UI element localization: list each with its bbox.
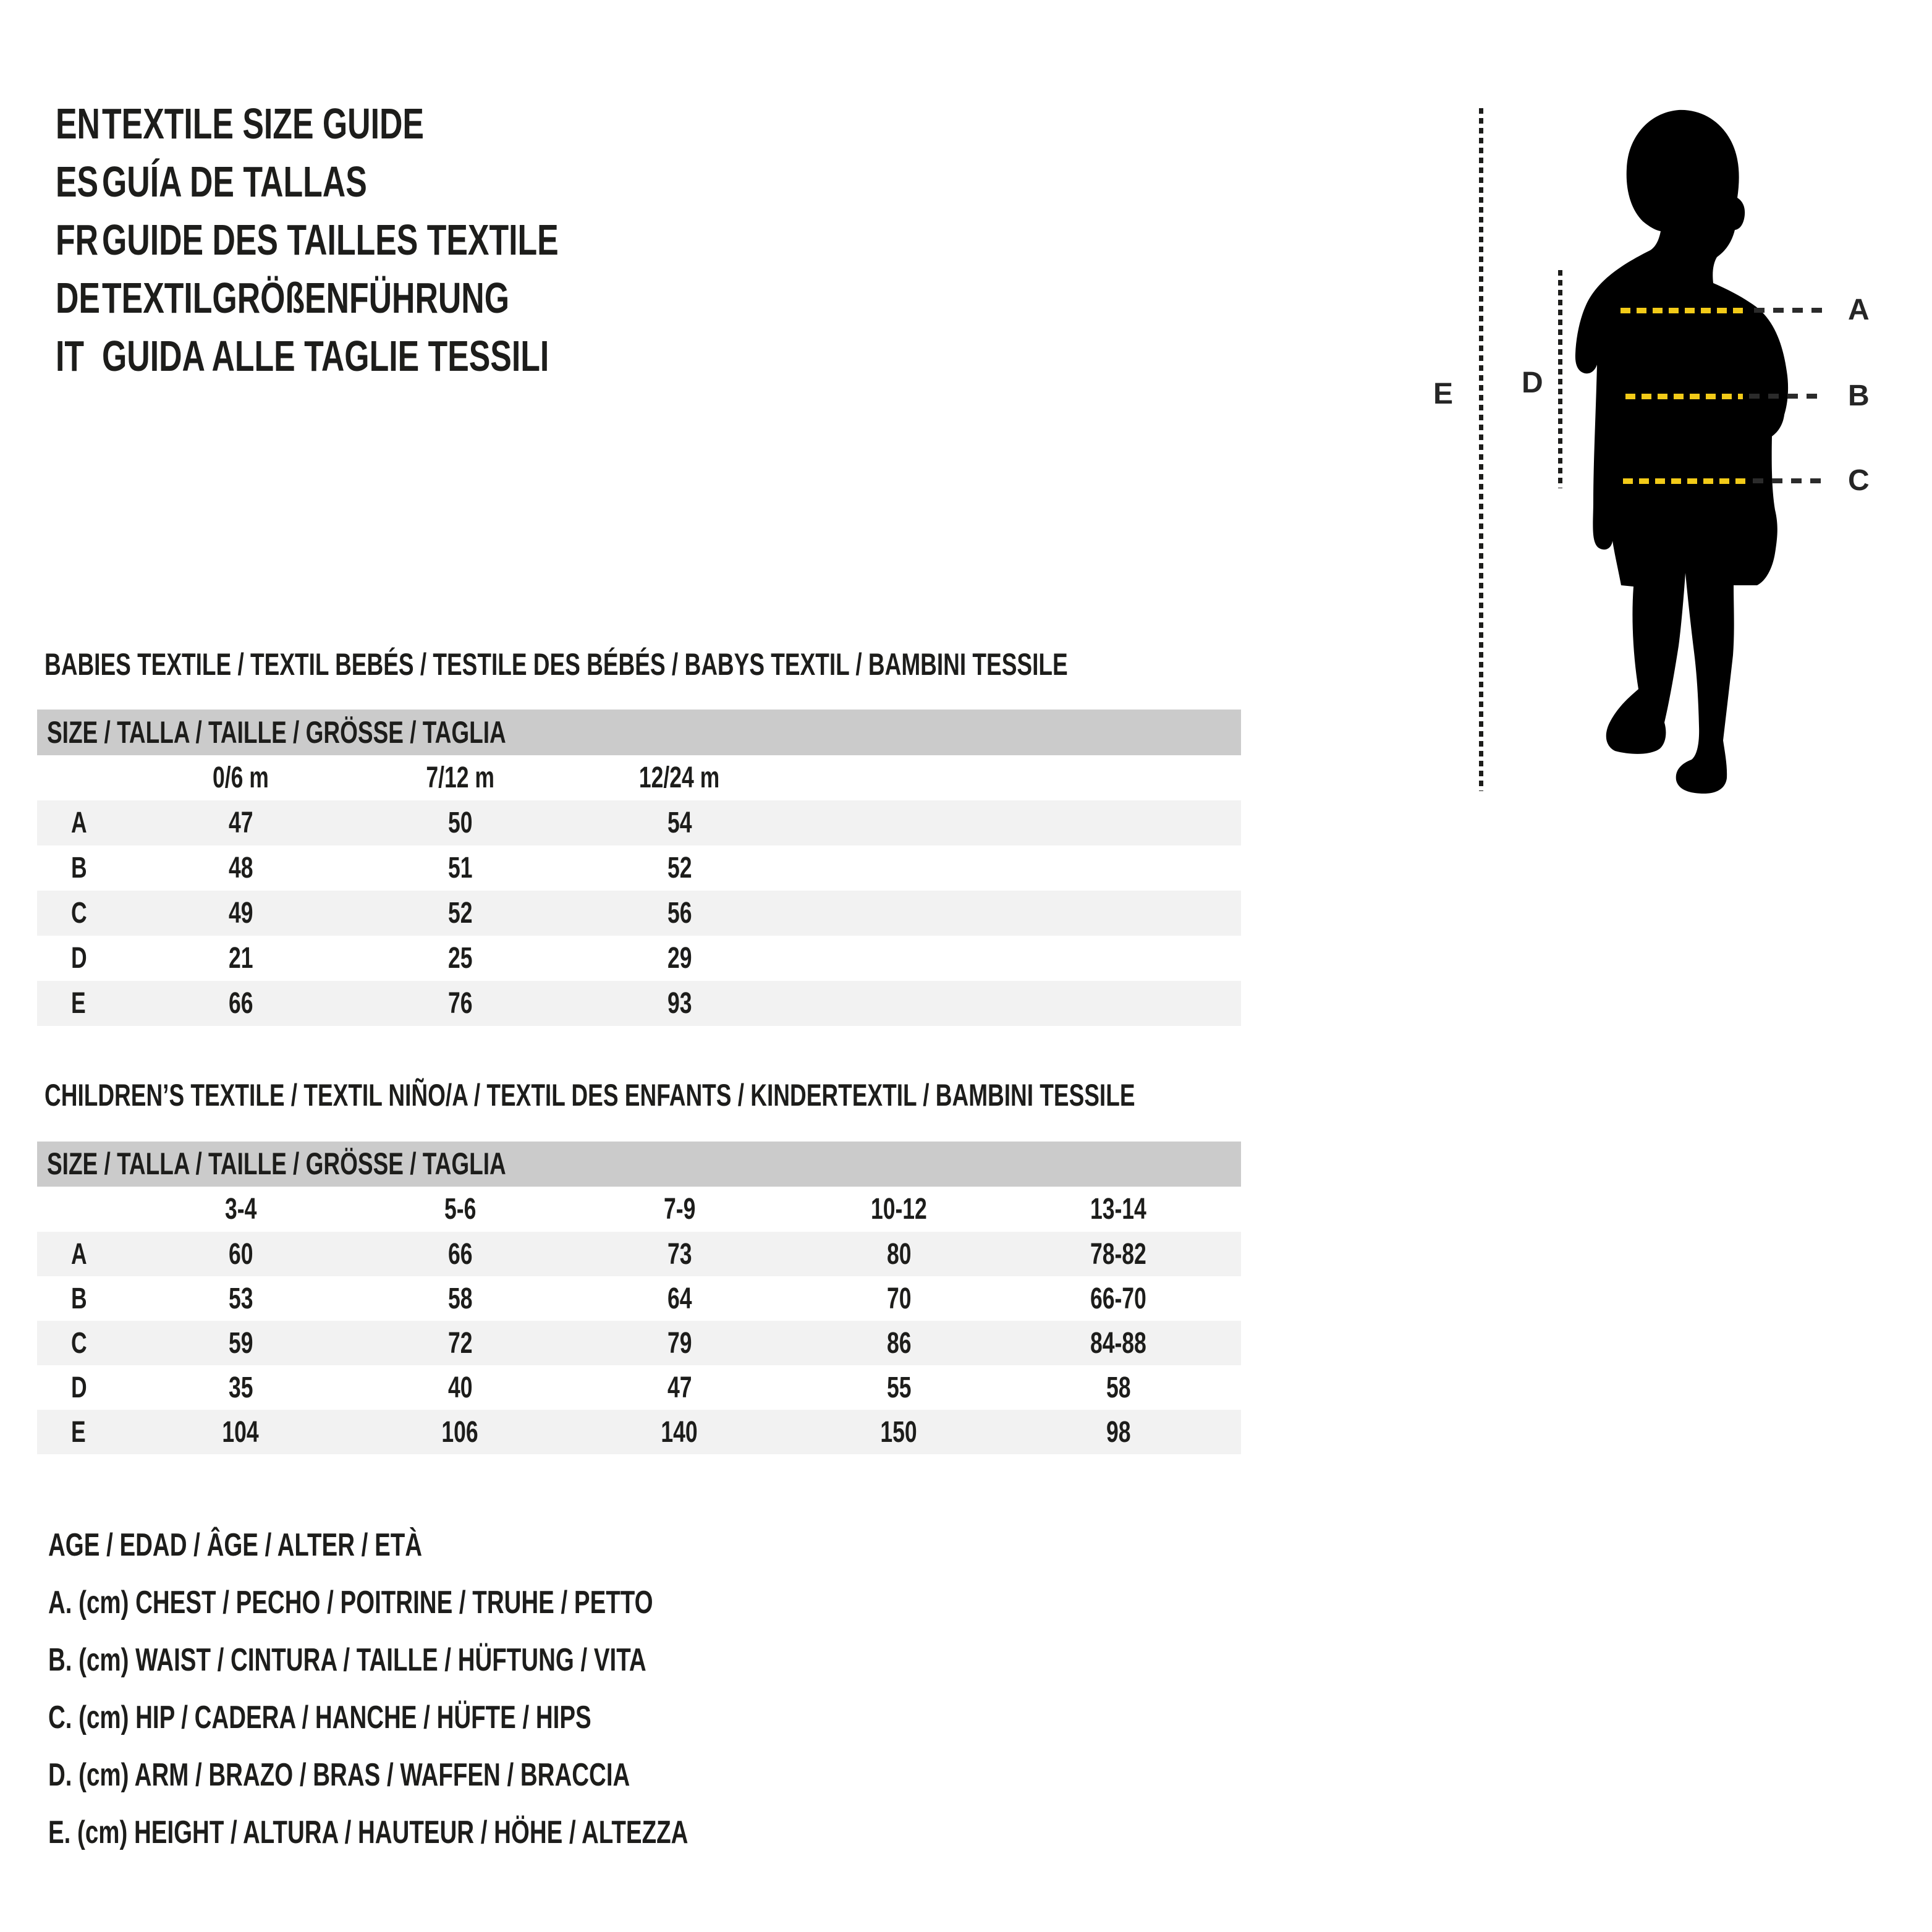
legend-chest: A. (cm) CHEST / PECHO / POITRINE / TRUHE / PETTO [48,1585,653,1621]
language-title: GUIDE DES TAILLES TEXTILE [102,216,559,264]
babies-column-header-row [37,755,1241,800]
legend-height: E. (cm) HEIGHT / ALTURA / HAUTEUR / HÖHE / ALTEZZA [48,1815,688,1850]
waist-measure-line-dark [1749,394,1826,399]
table-row [37,1321,1241,1365]
language-title: TEXTILE SIZE GUIDE [102,100,424,148]
size-header-label: SIZE / TALLA / TAILLE / GRÖSSE / TAGLIA [47,1146,506,1181]
table-cell: 98 [1106,1415,1131,1449]
table-cell: 55 [886,1371,912,1404]
column-header: 10-12 [871,1193,927,1226]
language-code: IT [56,332,85,380]
table-cell: 73 [667,1237,692,1271]
language-row-es [56,153,719,211]
table-cell: 66 [228,987,253,1020]
table-row [37,1276,1241,1321]
measurement-legend [48,1517,913,1862]
table-cell: 80 [886,1237,912,1271]
table-cell: 56 [667,897,692,930]
language-title: GUÍA DE TALLAS [102,158,367,206]
children-section-title: CHILDREN’S TEXTILE / TEXTIL NIÑO/A / TEXTIL DES ENFANTS / KINDERTEXTIL / BAMBINI TESSILE [44,1078,1135,1112]
table-cell: 86 [886,1326,912,1360]
table-cell: 93 [667,987,692,1020]
row-label: C [71,1326,87,1360]
table-cell: 78-82 [1090,1237,1146,1271]
row-label: D [71,1371,87,1404]
babies-section-title: BABIES TEXTILE / TEXTIL BEBÉS / TESTILE DES BÉBÉS / BABYS TEXTIL / BAMBINI TESSILE [44,647,1068,682]
table-cell: 40 [447,1371,473,1404]
table-row [37,1410,1241,1454]
table-row [37,981,1241,1026]
row-label: B [71,852,87,884]
table-cell: 54 [667,807,692,839]
figure-label-e: E [1433,378,1454,410]
children-column-header-row [37,1187,1241,1232]
table-cell: 25 [447,942,473,975]
table-cell: 49 [228,897,253,930]
legend-hip: C. (cm) HIP / CADERA / HANCHE / HÜFTE / HIPS [48,1700,591,1735]
row-label: E [71,987,86,1020]
table-cell: 84-88 [1090,1326,1146,1360]
table-cell: 47 [667,1371,692,1404]
table-row [37,845,1241,891]
language-list [56,95,719,385]
table-cell: 53 [228,1282,253,1315]
table-cell: 106 [441,1415,479,1449]
table-row [37,936,1241,981]
table-cell: 50 [447,807,473,839]
table-cell: 66 [447,1237,473,1271]
table-cell: 59 [228,1326,253,1360]
row-label: B [71,1282,87,1315]
table-cell: 60 [228,1237,253,1271]
column-header: 0/6 m [213,761,269,794]
column-header: 3-4 [224,1193,257,1226]
table-cell: 21 [228,942,253,975]
babies-size-header-bar [37,710,1241,755]
figure-label-b: B [1848,379,1870,412]
figure-label-d: D [1522,366,1543,399]
figure-label-c: C [1848,464,1870,497]
language-code: ES [56,158,99,206]
chest-measure-line-dark [1754,308,1827,313]
table-cell: 66-70 [1090,1282,1146,1315]
column-header: 13-14 [1090,1193,1146,1226]
table-cell: 29 [667,942,692,975]
figure-label-a: A [1848,294,1870,326]
table-cell: 52 [447,897,473,930]
table-cell: 47 [228,807,253,839]
column-header: 7-9 [663,1193,696,1226]
table-cell: 70 [886,1282,912,1315]
child-silhouette [1557,87,1817,803]
legend-arm: D. (cm) ARM / BRAZO / BRAS / WAFFEN / BRACCIA [48,1757,630,1793]
row-label: D [71,942,87,975]
language-code: EN [56,100,100,148]
column-header: 5-6 [444,1193,477,1226]
hip-measure-line-dark [1753,478,1827,483]
table-row [37,1232,1241,1276]
table-row [37,1365,1241,1410]
table-cell: 58 [1106,1371,1131,1404]
legend-age: AGE / EDAD / ÂGE / ALTER / ETÀ [48,1527,423,1563]
table-cell: 76 [447,987,473,1020]
height-measure-line [1479,108,1483,791]
waist-measure-line-yellow [1625,394,1743,399]
row-label: E [71,1415,86,1449]
language-title: TEXTILGRÖßENFÜHRUNG [102,274,509,322]
chest-measure-line-yellow [1621,308,1749,313]
language-row-en [56,95,719,153]
table-cell: 140 [661,1415,698,1449]
row-label: C [71,897,87,930]
table-cell: 48 [228,852,253,884]
table-cell: 79 [667,1326,692,1360]
size-header-label: SIZE / TALLA / TAILLE / GRÖSSE / TAGLIA [47,715,506,750]
table-cell: 72 [447,1326,473,1360]
table-row [37,800,1241,845]
table-cell: 150 [880,1415,918,1449]
table-cell: 104 [222,1415,260,1449]
row-label: A [71,807,87,839]
language-code: FR [56,216,99,264]
language-code: DE [56,274,100,322]
row-label: A [71,1237,87,1271]
table-cell: 58 [447,1282,473,1315]
language-row-de [56,269,719,327]
table-cell: 51 [447,852,473,884]
table-cell: 35 [228,1371,253,1404]
children-size-header-bar [37,1142,1241,1187]
table-row [37,891,1241,936]
table-cell: 52 [667,852,692,884]
language-title: GUIDA ALLE TAGLIE TESSILI [102,332,549,380]
legend-waist: B. (cm) WAIST / CINTURA / TAILLE / HÜFTUNG / VITA [48,1642,646,1678]
language-row-it [56,327,719,385]
column-header: 12/24 m [639,761,720,794]
column-header: 7/12 m [426,761,494,794]
hip-measure-line-yellow [1623,478,1748,484]
table-cell: 64 [667,1282,692,1315]
language-row-fr [56,211,719,269]
